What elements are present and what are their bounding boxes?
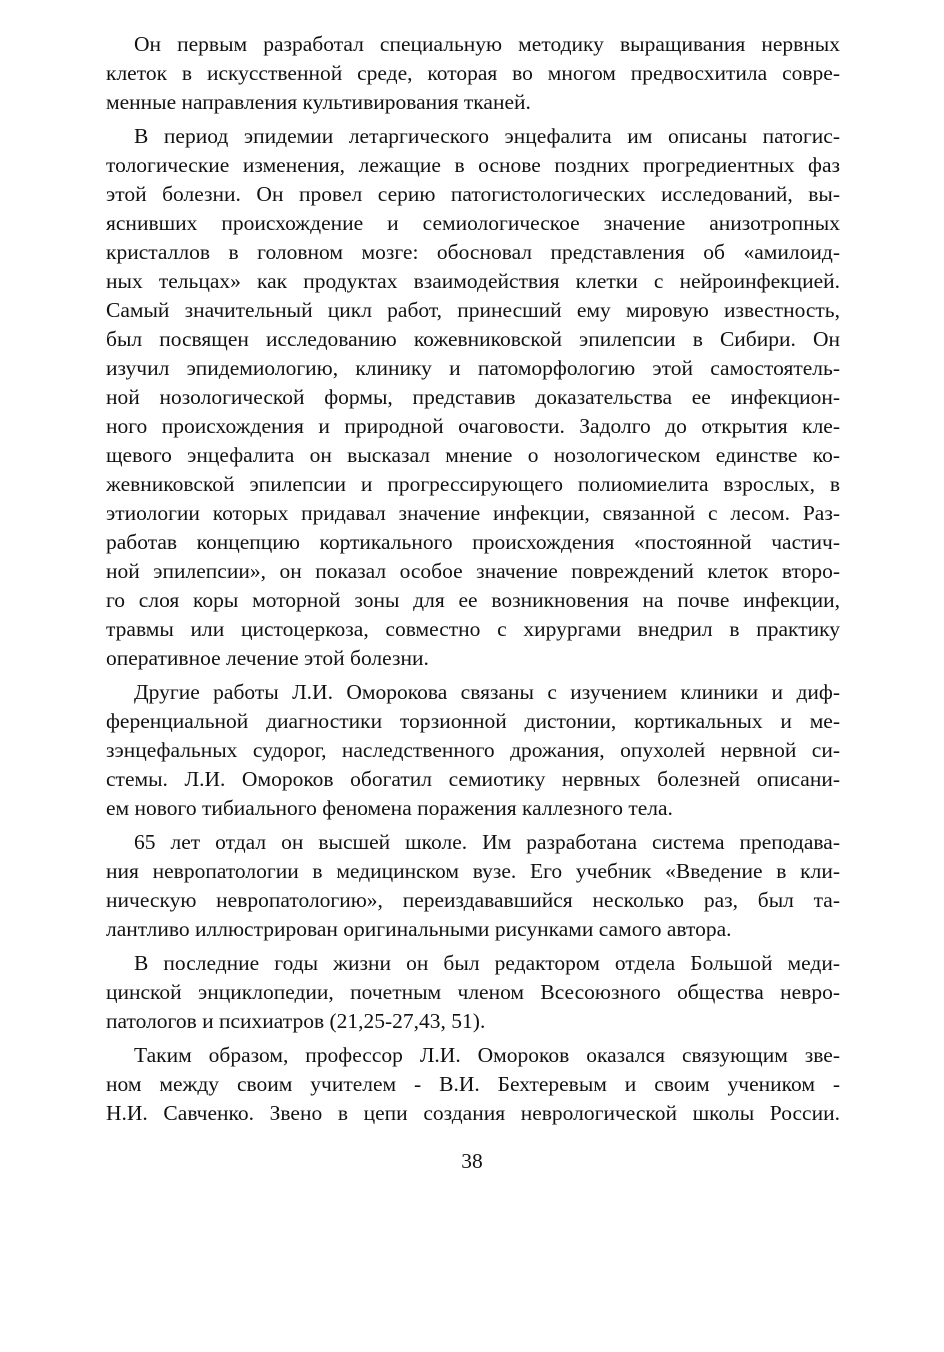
text-line: ной нозологической формы, представив доказательства ее инфекцион-: [106, 385, 840, 409]
text-line: щевого энцефалита он высказал мнение о нозологическом единстве ко-: [106, 443, 840, 467]
text-line: Таким образом, профессор Л.И. Омороков оказался связующим зве-: [134, 1043, 840, 1067]
text-line: Н.И. Савченко. Звено в цепи создания неврологической школы России.: [106, 1101, 840, 1125]
text-line: жевниковской эпилепсии и прогрессирующего полиомиелита взрослых, в: [106, 472, 840, 496]
text-line: оперативное лечение этой болезни.: [106, 646, 429, 670]
text-line: В период эпидемии летаргического энцефалита им описаны патогис-: [134, 124, 840, 148]
paragraph-encephalitis-epilepsy: [106, 122, 840, 673]
text-line: ем нового тибиального феномена поражения каллезного тела.: [106, 796, 673, 820]
text-line: стемы. Л.И. Омороков обогатил семиотику нервных болезней описани-: [106, 767, 840, 791]
text-line: травмы или цистоцеркоза, совместно с хирургами внедрил в практику: [106, 617, 840, 641]
text-line: Он первым разработал специальную методику выращивания нервных: [134, 32, 840, 56]
text-line: кристаллов в головном мозге: обосновал представления об «амилоид-: [106, 240, 840, 264]
text-line: ного происхождения и природной очаговости. Задолго до открытия кле-: [106, 414, 840, 438]
text-line: клеток в искусственной среде, которая во многом предвосхитила совре-: [106, 61, 840, 85]
text-line: Другие работы Л.И. Оморокова связаны с изучением клиники и диф-: [134, 680, 840, 704]
text-line: тологические изменения, лежащие в основе поздних прогредиентных фаз: [106, 153, 840, 177]
text-line: ных тельцах» как продуктах взаимодействия клетки с нейроинфекцией.: [106, 269, 840, 293]
text-line: этиологии которых придавал значение инфекции, связанной с лесом. Раз-: [106, 501, 840, 525]
page-number: 38: [461, 1149, 483, 1173]
paragraph-other-works: [106, 678, 840, 823]
page-body: [106, 30, 840, 1128]
text-line: был посвящен исследованию кожевниковской эпилепсии в Сибири. Он: [106, 327, 840, 351]
text-line: изучил эпидемиологию, клинику и патоморфологию этой самостоятель-: [106, 356, 840, 380]
text-line: этой болезни. Он провел серию патогистологических исследований, вы-: [106, 182, 840, 206]
text-line: 65 лет отдал он высшей школе. Им разработана система преподава-: [134, 830, 840, 854]
paragraph-teaching: [106, 828, 840, 944]
text-line: ническую невропатологию», переиздававшийся несколько раз, был та-: [106, 888, 840, 912]
paragraph-conclusion: [106, 1041, 840, 1128]
text-line: Самый значительный цикл работ, принесший ему мировую известность,: [106, 298, 840, 322]
text-line: патологов и психиатров (21,25-27,43, 51).: [106, 1009, 486, 1033]
text-line: В последние годы жизни он был редактором отдела Большой меди-: [134, 951, 840, 975]
text-line: зэнцефальных судорог, наследственного дрожания, опухолей нервной си-: [106, 738, 840, 762]
text-line: цинской энциклопедии, почетным членом Всесоюзного общества невро-: [106, 980, 840, 1004]
text-line: ном между своим учителем - В.И. Бехтеревым и своим учеником -: [106, 1072, 840, 1096]
text-line: менные направления культивирования тканей.: [106, 90, 531, 114]
text-line: работав концепцию кортикального происхождения «постоянной частич-: [106, 530, 840, 554]
text-line: го слоя коры моторной зоны для ее возникновения на почве инфекции,: [106, 588, 840, 612]
text-line: ной эпилепсии», он показал особое значение повреждений клеток второ-: [106, 559, 840, 583]
text-line: лантливо иллюстрирован оригинальными рисунками самого автора.: [106, 917, 732, 941]
paragraph-last-years: [106, 949, 840, 1036]
paragraph-cell-culture: [106, 30, 840, 117]
text-line: ференциальной диагностики торзионной дистонии, кортикальных и ме-: [106, 709, 840, 733]
text-line: ния невропатологии в медицинском вузе. Его учебник «Введение в кли-: [106, 859, 840, 883]
text-line: яснивших происхождение и семиологическое значение анизотропных: [106, 211, 840, 235]
